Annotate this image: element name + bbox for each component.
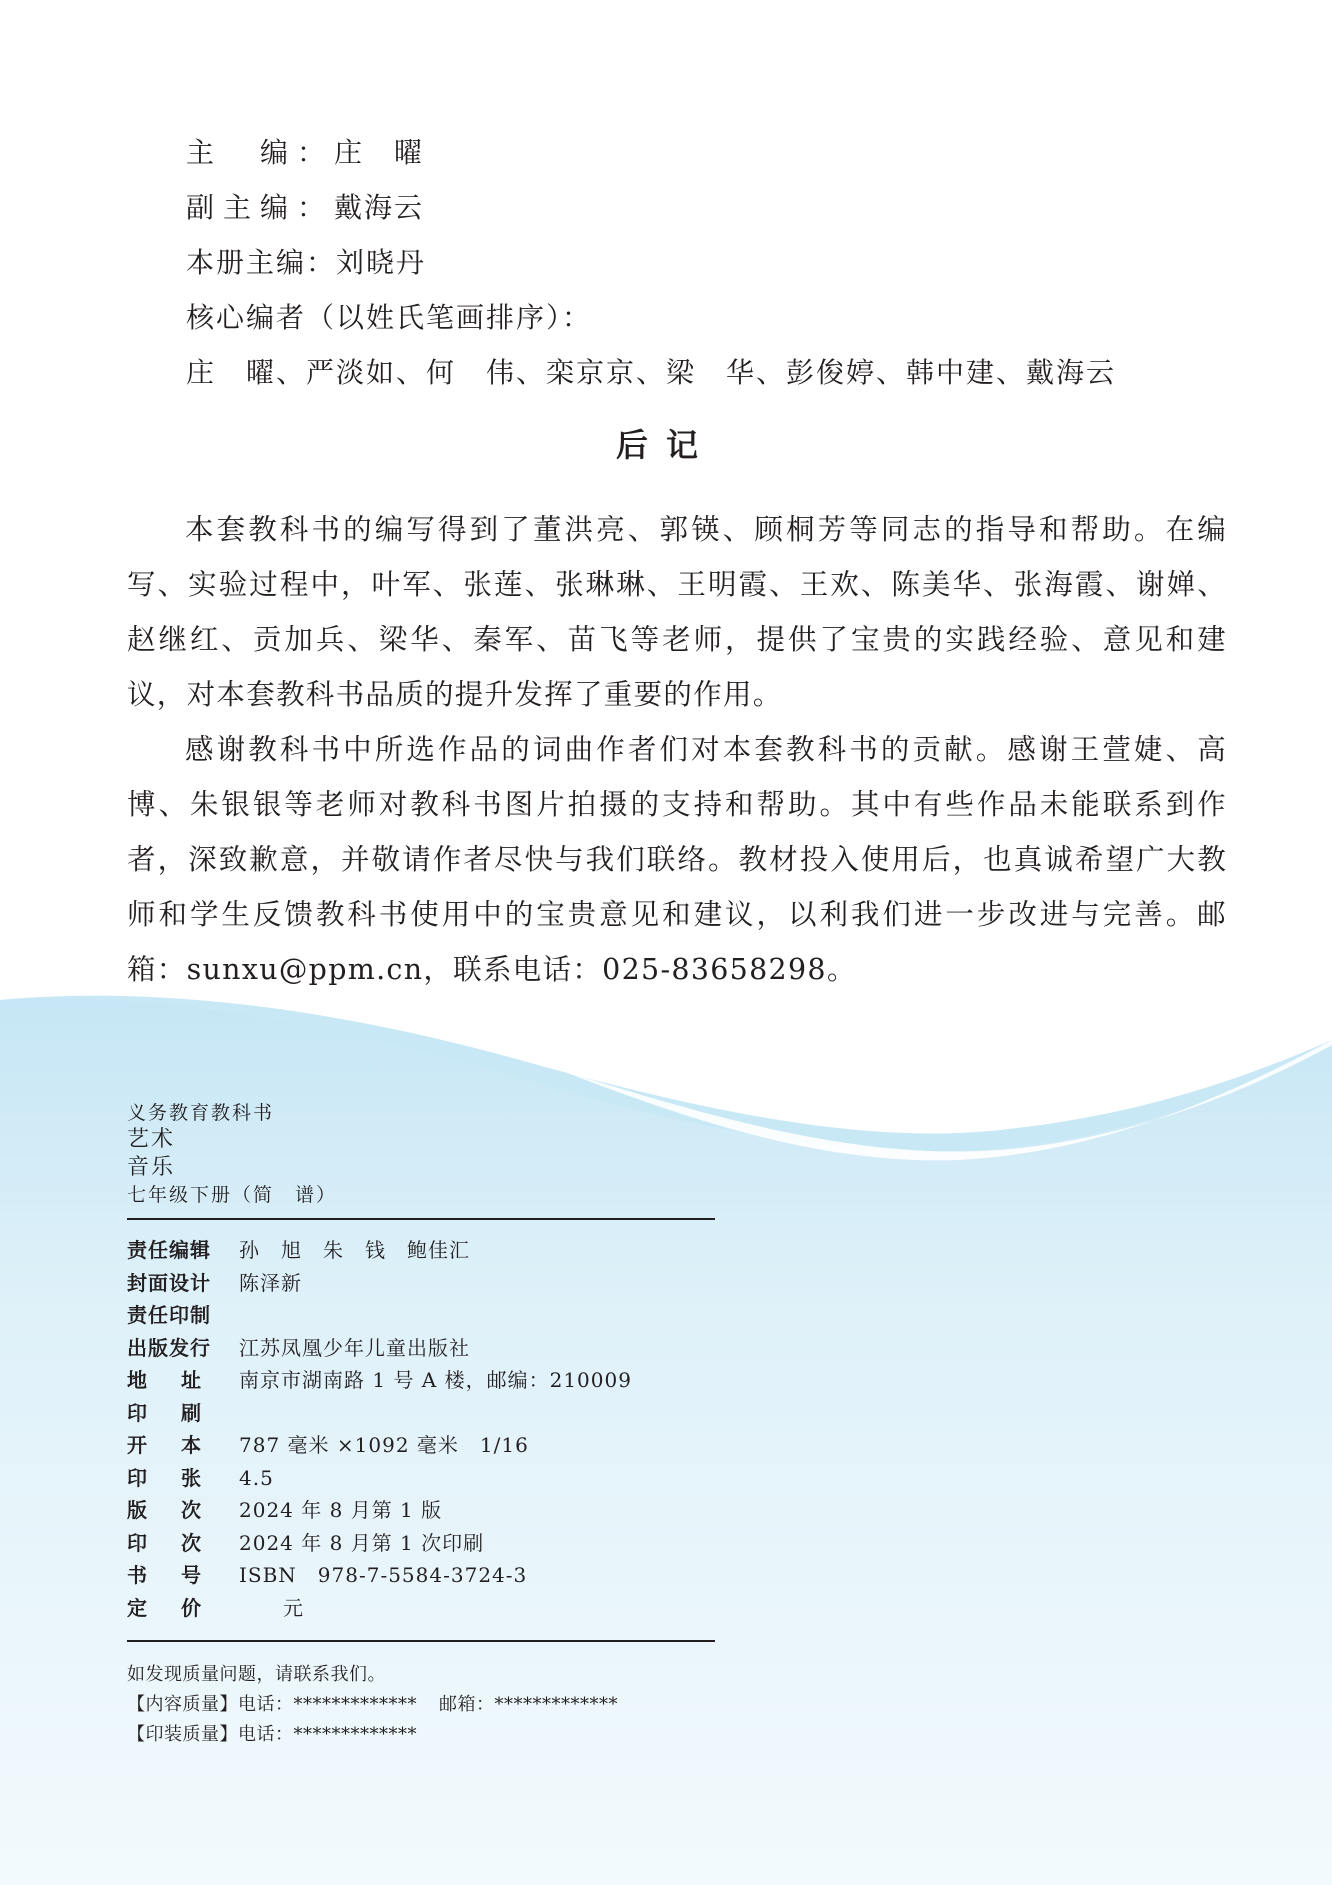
colophon xyxy=(127,1100,717,1750)
quality-note: 如发现质量问题，请联系我们。 xyxy=(127,1664,386,1685)
info-row xyxy=(127,1559,717,1592)
info-row xyxy=(127,1267,717,1300)
info-value-impression: 2024 年 8 月第 1 次印刷 xyxy=(239,1530,485,1555)
core-editors-label: 核心编者（以姓氏笔画排序）： xyxy=(186,301,593,334)
info-value-format: 787 毫米 ×1092 毫米 1/16 xyxy=(239,1433,529,1457)
info-value-sheets: 4.5 xyxy=(239,1465,274,1490)
info-row xyxy=(127,1364,717,1397)
deputy-editor-row xyxy=(186,180,592,235)
chief-editor-row xyxy=(186,125,592,180)
grade-volume: 七年级下册（简 谱） xyxy=(127,1184,338,1206)
info-row xyxy=(127,1494,717,1527)
print-quality-line xyxy=(127,1720,717,1750)
info-row xyxy=(127,1234,717,1267)
info-value-edition: 2024 年 8 月第 1 版 xyxy=(239,1498,443,1522)
volume-editor-label: 本册主编： xyxy=(186,246,337,279)
volume-editor-name: 刘晓丹 xyxy=(336,246,427,279)
info-value-address: 南京市湖南路 1 号 A 楼，邮编：210009 xyxy=(239,1368,632,1392)
info-key-edition: 版次 xyxy=(127,1498,235,1522)
info-value-publisher: 江苏凤凰少年儿童出版社 xyxy=(239,1335,470,1360)
info-row xyxy=(127,1299,717,1332)
subject-art: 艺术 xyxy=(127,1127,176,1152)
info-row xyxy=(127,1332,717,1365)
info-key-publisher: 出版发行 xyxy=(127,1335,211,1360)
info-key-book-number: 书号 xyxy=(127,1563,235,1587)
info-key-sheets: 印张 xyxy=(127,1465,235,1490)
info-key-printing-supervisor: 责任印制 xyxy=(127,1303,211,1327)
info-key-cover-design: 封面设计 xyxy=(127,1270,211,1295)
afterword-title: 后记 xyxy=(615,426,716,464)
divider-bottom xyxy=(127,1640,715,1642)
deputy-editor-label: 副主编： xyxy=(186,191,335,224)
print-quality-phone: ************* xyxy=(293,1724,417,1745)
subject-music: 音乐 xyxy=(127,1155,176,1180)
info-value-cover-design: 陈泽新 xyxy=(239,1270,302,1295)
content-quality-label: 【内容质量】电话： xyxy=(127,1694,294,1715)
info-row xyxy=(127,1592,717,1625)
info-key-address: 地址 xyxy=(127,1368,235,1392)
chief-editor-label: 主 编： xyxy=(186,136,335,169)
info-row xyxy=(127,1429,717,1462)
afterword-paragraph-1: 本套教科书的编写得到了董洪亮、郭锳、顾桐芳等同志的指导和帮助。在编写、实验过程中，叶军、张莲、张琳琳、王明霞、王欢、陈美华、张海霞、谢婵、赵继红、贡加兵、梁华、秦军、苗飞等老师，提供了宝贵的实践经验、意见和建议，对本套教科书品质的提升发挥了重要的作用。 xyxy=(127,513,1227,711)
afterword-paragraph-2: 感谢教科书中所选作品的词曲作者们对本套教科书的贡献。感谢王萱婕、高博、朱银银等老师对教科书图片拍摄的支持和帮助。其中有些作品未能联系到作者，深致歉意，并敬请作者尽快与我们联络。教材投入使用后，也真诚希望广大教师和学生反馈教科书使用中的宝贵意见和建议，以利我们进一步改进与完善。邮箱：sunxu@ppm.cn，联系电话：025-83658298。 xyxy=(127,733,1227,986)
quality-contact xyxy=(127,1660,717,1750)
editor-credits xyxy=(186,125,592,345)
series-name: 义务教育教科书 xyxy=(127,1102,275,1124)
content-quality-mail-label: 邮箱： xyxy=(439,1694,495,1715)
info-row xyxy=(127,1527,717,1560)
info-key-impression: 印次 xyxy=(127,1530,235,1555)
info-key-printer: 印刷 xyxy=(127,1400,235,1425)
core-editors-row xyxy=(186,290,592,345)
print-quality-label: 【印装质量】电话： xyxy=(127,1724,294,1745)
content-quality-mail: ************* xyxy=(494,1694,618,1715)
info-key-format: 开本 xyxy=(127,1433,235,1457)
content-quality-phone: ************* xyxy=(293,1694,417,1715)
info-key-price: 定价 xyxy=(127,1595,235,1620)
volume-editor-row xyxy=(186,235,592,290)
info-value-book-number: ISBN 978-7-5584-3724-3 xyxy=(239,1563,528,1587)
deputy-editor-name: 戴海云 xyxy=(334,191,425,224)
info-value-price: 元 xyxy=(283,1595,304,1620)
info-key-responsible-editor: 责任编辑 xyxy=(127,1238,211,1262)
chief-editor-name: 庄 曜 xyxy=(334,136,425,169)
content-quality-line xyxy=(127,1690,717,1720)
divider-top xyxy=(127,1218,715,1220)
core-editors-list: 庄 曜、严淡如、何 伟、栾京京、梁 华、彭俊婷、韩中建、戴海云 xyxy=(186,356,1117,389)
info-row xyxy=(127,1397,717,1430)
info-value-responsible-editor: 孙 旭 朱 钱 鲍佳汇 xyxy=(239,1238,470,1262)
publication-info xyxy=(127,1234,717,1624)
afterword-body xyxy=(127,502,1227,997)
info-row xyxy=(127,1462,717,1495)
